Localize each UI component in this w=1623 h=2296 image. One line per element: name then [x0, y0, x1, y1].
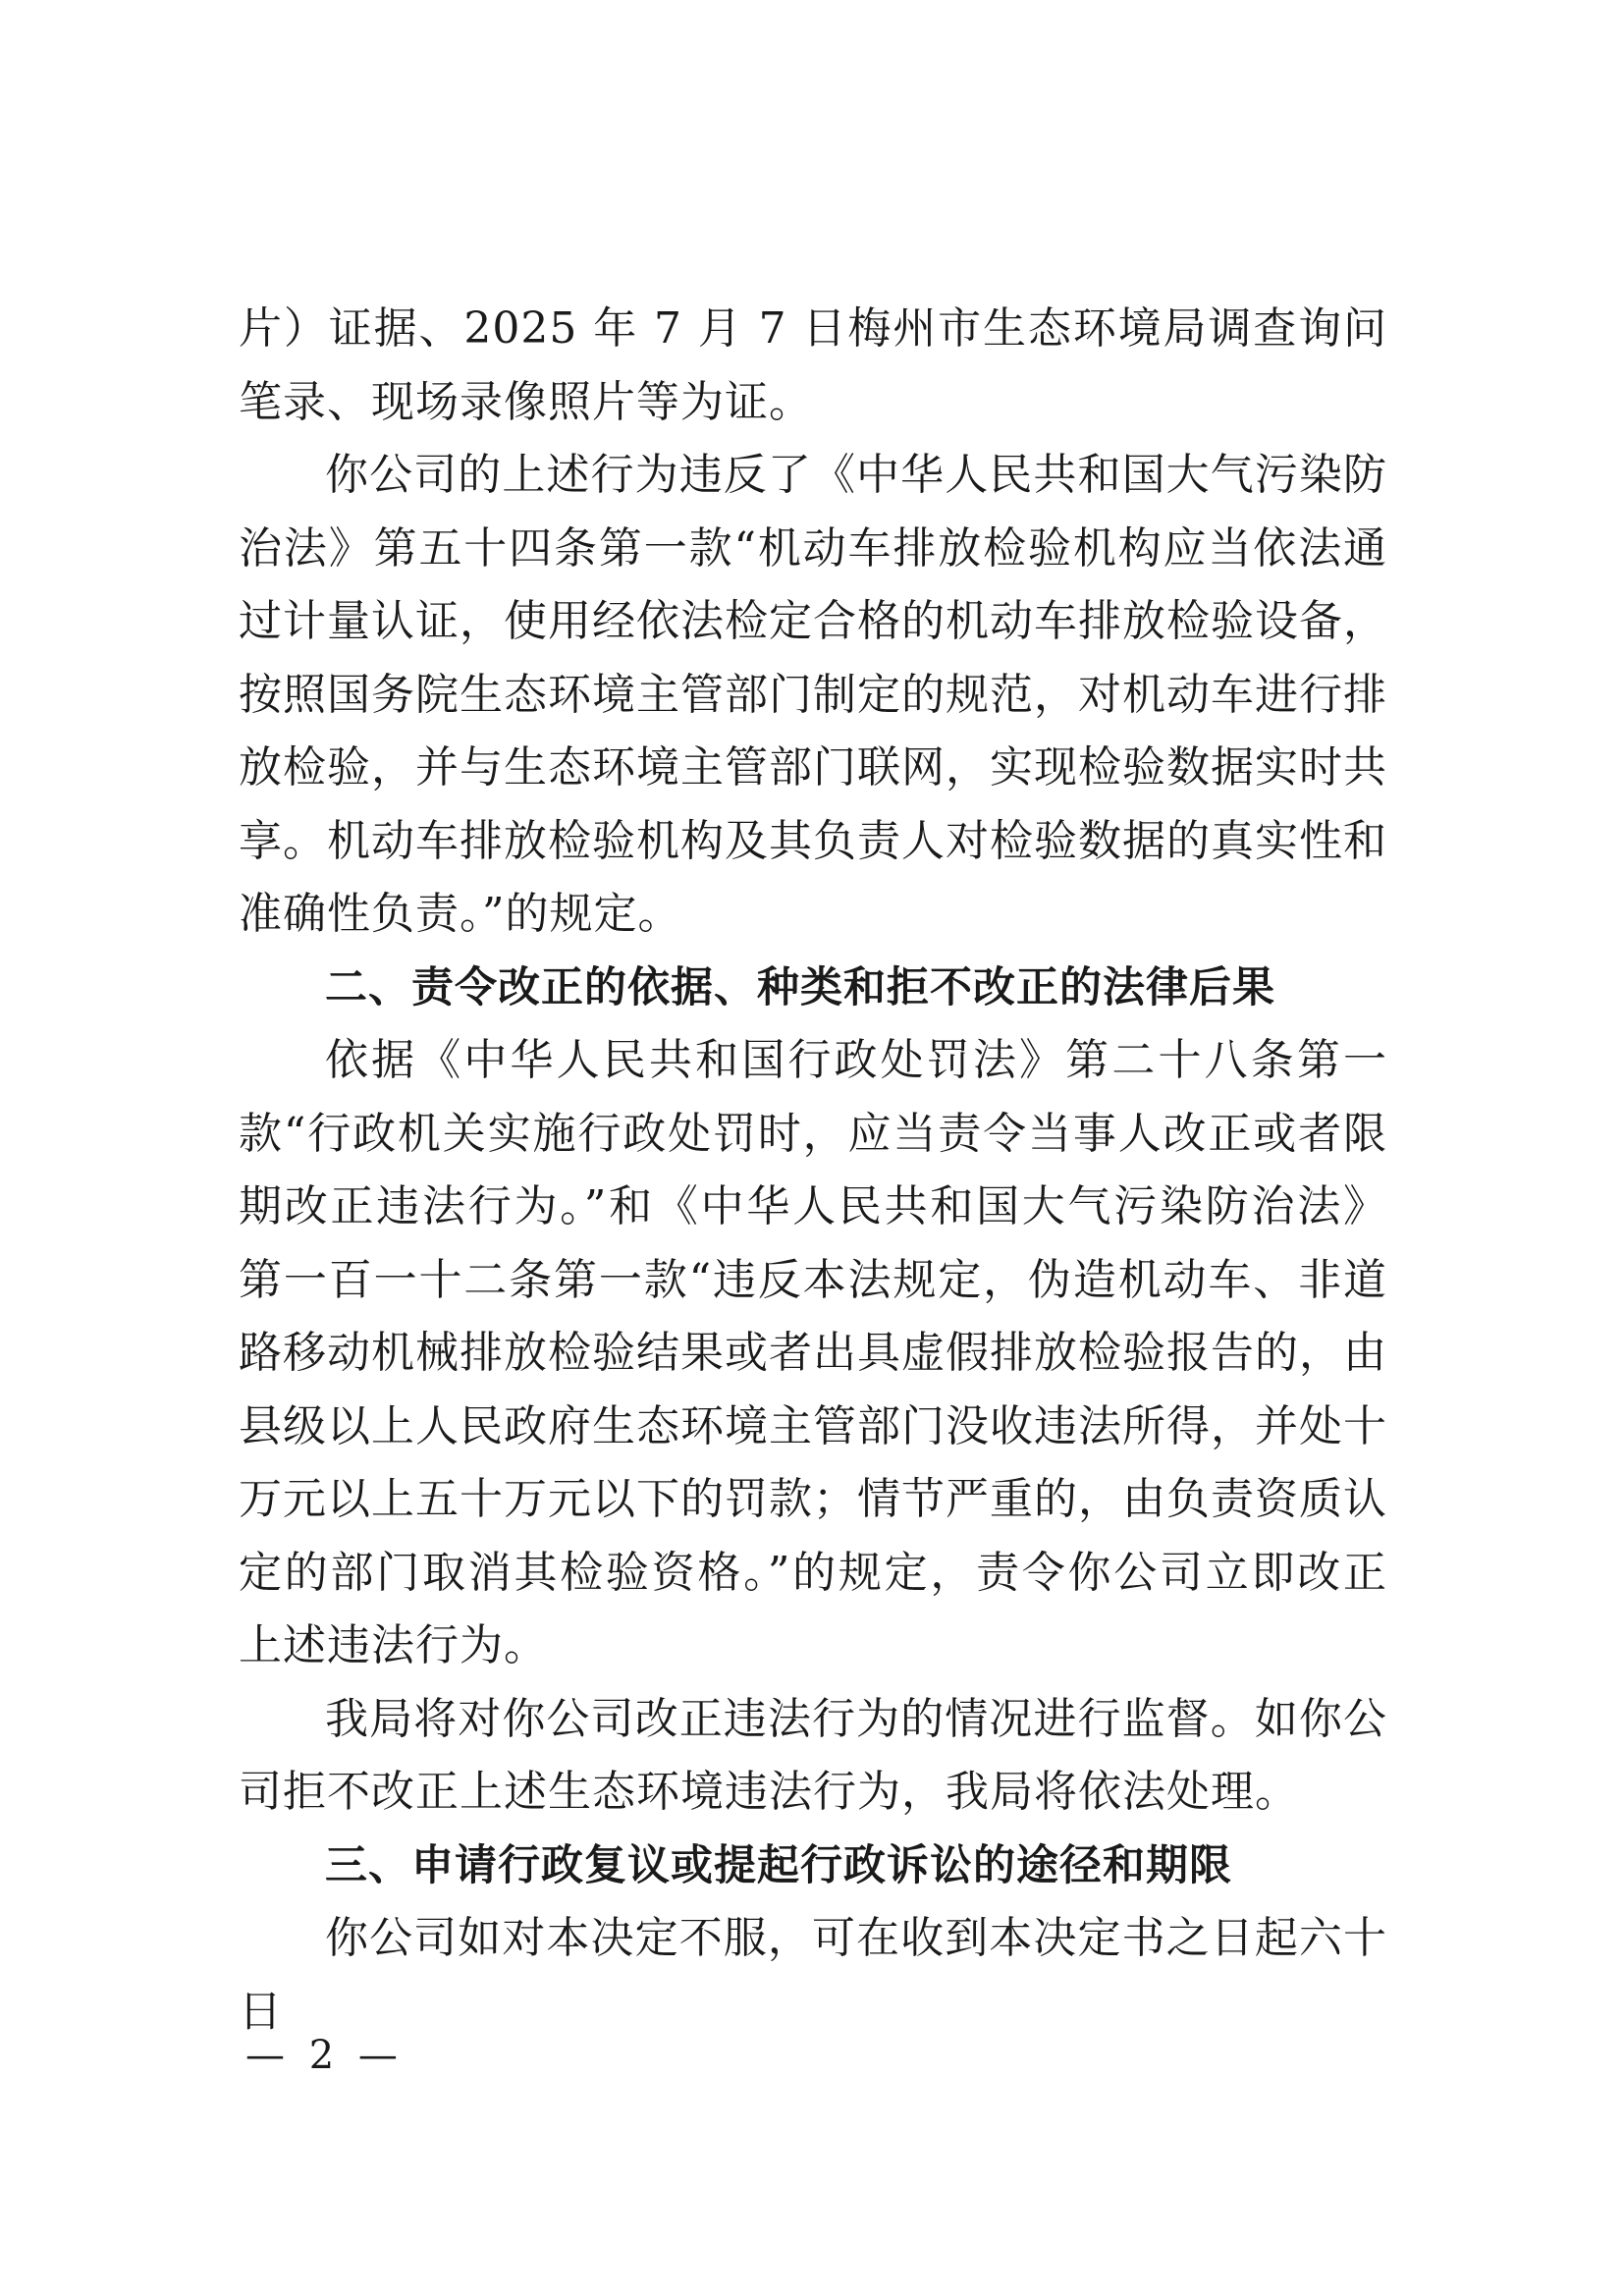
- section-heading-2: 二、责令改正的依据、种类和拒不改正的法律后果: [325, 962, 1275, 1012]
- paragraph-violation: 你公司的上述行为违反了《中华人民共和国大气污染防治法》第五十四条第一款“机动车排放检验机构应当依法通过计量认证，使用经依法检定合格的机动车排放检验设备，按照国务院生态环境主管部门制定的规范，对机动车进行排放检验，并与生态环境主管部门联网，实现检验数据实时共享。机动车排放检验机构及其负责人对检验数据的真实性和准确性负责。”的规定。: [239, 450, 1387, 939]
- paragraph-appeal: 你公司如对本决定不服，可在收到本决定书之日起六十日: [239, 1913, 1387, 2037]
- document-body: [239, 293, 1387, 2049]
- paragraph-supervision: 我局将对你公司改正违法行为的情况进行监督。如你公司拒不改正上述生态环境违法行为，我局将依法处理。: [239, 1693, 1387, 1817]
- section-heading-3: 三、申请行政复议或提起行政诉讼的途径和期限: [325, 1840, 1232, 1890]
- paragraph-legal-basis: 依据《中华人民共和国行政处罚法》第二十八条第一款“行政机关实施行政处罚时，应当责令当事人改正或者限期改正违法行为。”和《中华人民共和国大气污染防治法》第一百一十二条第一款“违反本法规定，伪造机动车、非道路移动机械排放检验结果或者出具虚假排放检验报告的，由县级以上人民政府生态环境主管部门没收违法所得，并处十万元以上五十万元以下的罚款；情节严重的，由负责资质认定的部门取消其检验资格。”的规定，责令你公司立即改正上述违法行为。: [239, 1035, 1387, 1670]
- page-number: — 2 —: [245, 2033, 404, 2078]
- paragraph-evidence: 片）证据、2025 年 7 月 7 日梅州市生态环境局调查询问笔录、现场录像照片等为证。: [239, 303, 1387, 427]
